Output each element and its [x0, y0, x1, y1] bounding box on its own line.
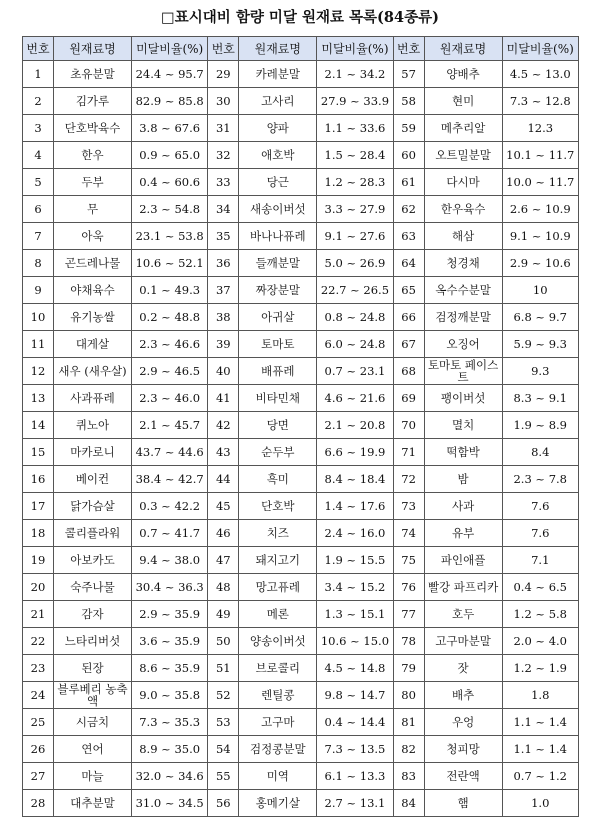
item-number: 35: [208, 223, 239, 250]
ingredient-name: 아귀살: [239, 304, 317, 331]
shortfall-ratio: 9.1 ~ 10.9: [502, 223, 578, 250]
shortfall-ratio: 0.7 ~ 41.7: [132, 520, 208, 547]
shortfall-ratio: 9.8 ~ 14.7: [317, 682, 393, 709]
shortfall-ratio: 12.3: [502, 115, 578, 142]
table-row: [23, 250, 579, 277]
ingredient-name: 비타민채: [239, 385, 317, 412]
ingredient-name: 돼지고기: [239, 547, 317, 574]
shortfall-ratio: 2.4 ~ 16.0: [317, 520, 393, 547]
table-row: [23, 790, 579, 817]
table-row: [23, 412, 579, 439]
item-number: 33: [208, 169, 239, 196]
item-number: 29: [208, 61, 239, 88]
shortfall-ratio: 0.1 ~ 49.3: [132, 277, 208, 304]
ingredient-name: 오트밀분말: [424, 142, 502, 169]
item-number: 18: [23, 520, 54, 547]
shortfall-ratio: 2.7 ~ 13.1: [317, 790, 393, 817]
ingredient-name: 한우: [54, 142, 132, 169]
shortfall-ratio: 7.1: [502, 547, 578, 574]
table-row: [23, 466, 579, 493]
shortfall-ratio: 0.3 ~ 42.2: [132, 493, 208, 520]
table-row: [23, 655, 579, 682]
table-row: [23, 736, 579, 763]
ingredient-name: 무: [54, 196, 132, 223]
header-ingredient-name: 원재료명: [54, 37, 132, 61]
ingredient-name: 메추리알: [424, 115, 502, 142]
header-number: 번호: [208, 37, 239, 61]
shortfall-ratio: 2.1 ~ 20.8: [317, 412, 393, 439]
item-number: 77: [393, 601, 424, 628]
shortfall-ratio: 2.3 ~ 54.8: [132, 196, 208, 223]
item-number: 68: [393, 358, 424, 385]
table-row: [23, 385, 579, 412]
shortfall-ratio: 10.1 ~ 11.7: [502, 142, 578, 169]
shortfall-ratio: 1.8: [502, 682, 578, 709]
shortfall-ratio: 4.6 ~ 21.6: [317, 385, 393, 412]
ingredient-name: 메론: [239, 601, 317, 628]
shortfall-ratio: 2.1 ~ 45.7: [132, 412, 208, 439]
ingredient-name: 오징어: [424, 331, 502, 358]
shortfall-ratio: 2.9 ~ 46.5: [132, 358, 208, 385]
item-number: 31: [208, 115, 239, 142]
item-number: 54: [208, 736, 239, 763]
shortfall-ratio: 0.4 ~ 14.4: [317, 709, 393, 736]
ingredient-name: 두부: [54, 169, 132, 196]
table-row: [23, 439, 579, 466]
ingredient-name: 토마토: [239, 331, 317, 358]
item-number: 41: [208, 385, 239, 412]
ingredient-name: 빨강 파프리카: [424, 574, 502, 601]
table-row: [23, 628, 579, 655]
table-row: [23, 304, 579, 331]
shortfall-ratio: 1.5 ~ 28.4: [317, 142, 393, 169]
ingredient-name: 시금치: [54, 709, 132, 736]
shortfall-ratio: 43.7 ~ 44.6: [132, 439, 208, 466]
shortfall-ratio: 4.5 ~ 13.0: [502, 61, 578, 88]
item-number: 49: [208, 601, 239, 628]
ingredient-name: 콜리플라워: [54, 520, 132, 547]
item-number: 67: [393, 331, 424, 358]
item-number: 73: [393, 493, 424, 520]
item-number: 70: [393, 412, 424, 439]
item-number: 34: [208, 196, 239, 223]
shortfall-ratio: 0.7 ~ 1.2: [502, 763, 578, 790]
ingredient-name: 단호박: [239, 493, 317, 520]
ingredient-name: 다시마: [424, 169, 502, 196]
ingredient-name: 배추: [424, 682, 502, 709]
table-row: [23, 493, 579, 520]
ingredient-name: 전란액: [424, 763, 502, 790]
shortfall-ratio: 6.1 ~ 13.3: [317, 763, 393, 790]
ingredient-name: 떡함박: [424, 439, 502, 466]
item-number: 50: [208, 628, 239, 655]
shortfall-ratio: 9.4 ~ 38.0: [132, 547, 208, 574]
item-number: 45: [208, 493, 239, 520]
item-number: 9: [23, 277, 54, 304]
shortfall-ratio: 7.3 ~ 35.3: [132, 709, 208, 736]
ingredient-name: 흑미: [239, 466, 317, 493]
table-body: [23, 61, 579, 817]
shortfall-ratio: 8.6 ~ 35.9: [132, 655, 208, 682]
item-number: 47: [208, 547, 239, 574]
ingredient-name: 아보카도: [54, 547, 132, 574]
item-number: 12: [23, 358, 54, 385]
item-number: 15: [23, 439, 54, 466]
shortfall-ratio: 3.6 ~ 35.9: [132, 628, 208, 655]
shortfall-ratio: 1.2 ~ 5.8: [502, 601, 578, 628]
item-number: 21: [23, 601, 54, 628]
item-number: 36: [208, 250, 239, 277]
shortfall-ratio: 0.9 ~ 65.0: [132, 142, 208, 169]
item-number: 83: [393, 763, 424, 790]
shortfall-ratio: 1.1 ~ 1.4: [502, 736, 578, 763]
item-number: 46: [208, 520, 239, 547]
ingredient-name: 짜장분말: [239, 277, 317, 304]
ingredient-name: 치즈: [239, 520, 317, 547]
item-number: 11: [23, 331, 54, 358]
item-number: 52: [208, 682, 239, 709]
item-number: 61: [393, 169, 424, 196]
table-row: [23, 520, 579, 547]
ingredient-name: 대추분말: [54, 790, 132, 817]
item-number: 38: [208, 304, 239, 331]
item-number: 80: [393, 682, 424, 709]
ingredient-name: 망고퓨레: [239, 574, 317, 601]
item-number: 79: [393, 655, 424, 682]
item-number: 59: [393, 115, 424, 142]
ingredient-name: 밤: [424, 466, 502, 493]
ingredient-name: 순두부: [239, 439, 317, 466]
item-number: 69: [393, 385, 424, 412]
shortfall-ratio: 3.3 ~ 27.9: [317, 196, 393, 223]
shortfall-ratio: 30.4 ~ 36.3: [132, 574, 208, 601]
ingredient-name: 양송이버섯: [239, 628, 317, 655]
item-number: 3: [23, 115, 54, 142]
item-number: 60: [393, 142, 424, 169]
shortfall-ratio: 10.6 ~ 15.0: [317, 628, 393, 655]
shortfall-ratio: 1.2 ~ 28.3: [317, 169, 393, 196]
item-number: 2: [23, 88, 54, 115]
shortfall-ratio: 6.0 ~ 24.8: [317, 331, 393, 358]
table-row: [23, 223, 579, 250]
shortfall-ratio: 10.6 ~ 52.1: [132, 250, 208, 277]
shortfall-ratio: 1.9 ~ 8.9: [502, 412, 578, 439]
item-number: 39: [208, 331, 239, 358]
table-row: [23, 601, 579, 628]
item-number: 56: [208, 790, 239, 817]
ingredient-name: 우엉: [424, 709, 502, 736]
ingredient-name: 미역: [239, 763, 317, 790]
shortfall-ratio: 0.4 ~ 6.5: [502, 574, 578, 601]
shortfall-ratio: 8.4: [502, 439, 578, 466]
header-ingredient-name: 원재료명: [424, 37, 502, 61]
ingredient-name: 당면: [239, 412, 317, 439]
ingredient-name: 느타리버섯: [54, 628, 132, 655]
ingredient-name: 새송이버섯: [239, 196, 317, 223]
ingredient-name: 한우육수: [424, 196, 502, 223]
item-number: 4: [23, 142, 54, 169]
item-number: 24: [23, 682, 54, 709]
item-number: 51: [208, 655, 239, 682]
shortfall-ratio: 4.5 ~ 14.8: [317, 655, 393, 682]
ingredient-name: 아욱: [54, 223, 132, 250]
table-row: [23, 196, 579, 223]
shortfall-ratio: 9.0 ~ 35.8: [132, 682, 208, 709]
shortfall-ratio: 7.6: [502, 493, 578, 520]
item-number: 30: [208, 88, 239, 115]
ingredient-name: 퀴노아: [54, 412, 132, 439]
page-title: □표시대비 함량 미달 원재료 목록(84종류): [161, 9, 439, 26]
shortfall-ratio: 5.9 ~ 9.3: [502, 331, 578, 358]
shortfall-ratio: 7.6: [502, 520, 578, 547]
ingredient-name: 검정콩분말: [239, 736, 317, 763]
shortfall-ratio: 6.6 ~ 19.9: [317, 439, 393, 466]
ingredient-name: 된장: [54, 655, 132, 682]
ingredient-name: 배퓨레: [239, 358, 317, 385]
item-number: 71: [393, 439, 424, 466]
shortfall-ratio: 2.6 ~ 10.9: [502, 196, 578, 223]
item-number: 42: [208, 412, 239, 439]
shortfall-ratio: 2.0 ~ 4.0: [502, 628, 578, 655]
ingredient-name: 들깨분말: [239, 250, 317, 277]
item-number: 25: [23, 709, 54, 736]
ingredient-name: 팽이버섯: [424, 385, 502, 412]
shortfall-ratio: 38.4 ~ 42.7: [132, 466, 208, 493]
item-number: 62: [393, 196, 424, 223]
ingredient-name: 검정깨분말: [424, 304, 502, 331]
ingredient-name: 당근: [239, 169, 317, 196]
shortfall-ratio: 27.9 ~ 33.9: [317, 88, 393, 115]
shortfall-ratio: 7.3 ~ 12.8: [502, 88, 578, 115]
item-number: 1: [23, 61, 54, 88]
ingredient-name: 잣: [424, 655, 502, 682]
ingredient-name: 초유분말: [54, 61, 132, 88]
ingredient-name: 청경채: [424, 250, 502, 277]
shortfall-ratio: 2.9 ~ 35.9: [132, 601, 208, 628]
shortfall-ratio: 6.8 ~ 9.7: [502, 304, 578, 331]
shortfall-ratio: 2.3 ~ 46.0: [132, 385, 208, 412]
ingredient-name: 파인애플: [424, 547, 502, 574]
ingredient-name: 사과퓨레: [54, 385, 132, 412]
shortfall-ratio: 8.3 ~ 9.1: [502, 385, 578, 412]
item-number: 43: [208, 439, 239, 466]
shortfall-ratio: 5.0 ~ 26.9: [317, 250, 393, 277]
ingredient-name: 바나나퓨레: [239, 223, 317, 250]
item-number: 78: [393, 628, 424, 655]
item-number: 19: [23, 547, 54, 574]
shortfall-ratio: 9.3: [502, 358, 578, 385]
ingredient-name: 단호박육수: [54, 115, 132, 142]
item-number: 7: [23, 223, 54, 250]
item-number: 82: [393, 736, 424, 763]
item-number: 37: [208, 277, 239, 304]
ingredient-name: 감자: [54, 601, 132, 628]
shortfall-ratio: 0.7 ~ 23.1: [317, 358, 393, 385]
ingredient-name: 고구마분말: [424, 628, 502, 655]
table-row: [23, 331, 579, 358]
ingredient-name: 김가루: [54, 88, 132, 115]
header-ingredient-name: 원재료명: [239, 37, 317, 61]
shortfall-ratio: 2.3 ~ 46.6: [132, 331, 208, 358]
item-number: 66: [393, 304, 424, 331]
shortfall-ratio: 1.1 ~ 1.4: [502, 709, 578, 736]
ingredient-name: 야채육수: [54, 277, 132, 304]
table-row: [23, 169, 579, 196]
ingredient-name: 해삼: [424, 223, 502, 250]
item-number: 81: [393, 709, 424, 736]
ingredient-name: 토마토 페이스트: [424, 358, 502, 385]
shortfall-ratio: 24.4 ~ 95.7: [132, 61, 208, 88]
shortfall-ratio: 2.1 ~ 34.2: [317, 61, 393, 88]
shortfall-ratio: 32.0 ~ 34.6: [132, 763, 208, 790]
ingredient-name: 곤드레나물: [54, 250, 132, 277]
item-number: 23: [23, 655, 54, 682]
ingredient-name: 양파: [239, 115, 317, 142]
ingredient-name: 마늘: [54, 763, 132, 790]
table-row: [23, 142, 579, 169]
item-number: 28: [23, 790, 54, 817]
table-row: [23, 682, 579, 709]
header-shortfall-ratio: 미달비율(%): [317, 37, 393, 61]
shortfall-ratio: 2.3 ~ 7.8: [502, 466, 578, 493]
header-number: 번호: [393, 37, 424, 61]
ingredient-name: 청피망: [424, 736, 502, 763]
ingredient-name: 연어: [54, 736, 132, 763]
table-row: [23, 763, 579, 790]
ingredient-name: 새우 (새우살): [54, 358, 132, 385]
item-number: 17: [23, 493, 54, 520]
item-number: 6: [23, 196, 54, 223]
ingredient-name: 유부: [424, 520, 502, 547]
item-number: 5: [23, 169, 54, 196]
ingredient-name: 블루베리 농축액: [54, 682, 132, 709]
item-number: 14: [23, 412, 54, 439]
header-shortfall-ratio: 미달비율(%): [502, 37, 578, 61]
ingredient-name: 사과: [424, 493, 502, 520]
ingredient-name: 렌틸콩: [239, 682, 317, 709]
shortfall-ratio: 2.9 ~ 10.6: [502, 250, 578, 277]
shortfall-ratio: 1.4 ~ 17.6: [317, 493, 393, 520]
shortfall-ratio: 10.0 ~ 11.7: [502, 169, 578, 196]
item-number: 84: [393, 790, 424, 817]
table-row: [23, 88, 579, 115]
item-number: 27: [23, 763, 54, 790]
ingredient-table: [22, 36, 579, 817]
ingredient-name: 고구마: [239, 709, 317, 736]
item-number: 40: [208, 358, 239, 385]
item-number: 8: [23, 250, 54, 277]
ingredient-name: 고사리: [239, 88, 317, 115]
shortfall-ratio: 8.9 ~ 35.0: [132, 736, 208, 763]
shortfall-ratio: 1.3 ~ 15.1: [317, 601, 393, 628]
ingredient-name: 대게살: [54, 331, 132, 358]
ingredient-name: 유기농쌀: [54, 304, 132, 331]
ingredient-name: 베이컨: [54, 466, 132, 493]
item-number: 53: [208, 709, 239, 736]
ingredient-name: 애호박: [239, 142, 317, 169]
table-header-row: [23, 37, 579, 61]
shortfall-ratio: 82.9 ~ 85.8: [132, 88, 208, 115]
table-row: [23, 547, 579, 574]
shortfall-ratio: 1.9 ~ 15.5: [317, 547, 393, 574]
ingredient-name: 닭가슴살: [54, 493, 132, 520]
table-row: [23, 277, 579, 304]
item-number: 26: [23, 736, 54, 763]
shortfall-ratio: 3.8 ~ 67.6: [132, 115, 208, 142]
item-number: 63: [393, 223, 424, 250]
item-number: 13: [23, 385, 54, 412]
shortfall-ratio: 0.4 ~ 60.6: [132, 169, 208, 196]
item-number: 58: [393, 88, 424, 115]
item-number: 16: [23, 466, 54, 493]
ingredient-name: 브로콜리: [239, 655, 317, 682]
ingredient-name: 멸치: [424, 412, 502, 439]
item-number: 48: [208, 574, 239, 601]
shortfall-ratio: 31.0 ~ 34.5: [132, 790, 208, 817]
ingredient-name: 마카로니: [54, 439, 132, 466]
shortfall-ratio: 0.8 ~ 24.8: [317, 304, 393, 331]
ingredient-name: 양배추: [424, 61, 502, 88]
shortfall-ratio: 1.2 ~ 1.9: [502, 655, 578, 682]
shortfall-ratio: 1.0: [502, 790, 578, 817]
item-number: 10: [23, 304, 54, 331]
shortfall-ratio: 7.3 ~ 13.5: [317, 736, 393, 763]
shortfall-ratio: 1.1 ~ 33.6: [317, 115, 393, 142]
header-number: 번호: [23, 37, 54, 61]
item-number: 20: [23, 574, 54, 601]
item-number: 76: [393, 574, 424, 601]
item-number: 72: [393, 466, 424, 493]
table-row: [23, 115, 579, 142]
ingredient-name: 숙주나물: [54, 574, 132, 601]
table-row: [23, 574, 579, 601]
item-number: 74: [393, 520, 424, 547]
ingredient-name: 카레분말: [239, 61, 317, 88]
ingredient-name: 호두: [424, 601, 502, 628]
shortfall-ratio: 10: [502, 277, 578, 304]
item-number: 57: [393, 61, 424, 88]
ingredient-name: 햄: [424, 790, 502, 817]
shortfall-ratio: 22.7 ~ 26.5: [317, 277, 393, 304]
table-row: [23, 358, 579, 385]
header-shortfall-ratio: 미달비율(%): [132, 37, 208, 61]
table-row: [23, 61, 579, 88]
item-number: 64: [393, 250, 424, 277]
ingredient-name: 홍메기살: [239, 790, 317, 817]
shortfall-ratio: 3.4 ~ 15.2: [317, 574, 393, 601]
shortfall-ratio: 0.2 ~ 48.8: [132, 304, 208, 331]
table-row: [23, 709, 579, 736]
item-number: 65: [393, 277, 424, 304]
shortfall-ratio: 23.1 ~ 53.8: [132, 223, 208, 250]
item-number: 75: [393, 547, 424, 574]
ingredient-name: 옥수수분말: [424, 277, 502, 304]
item-number: 32: [208, 142, 239, 169]
shortfall-ratio: 9.1 ~ 27.6: [317, 223, 393, 250]
ingredient-name: 현미: [424, 88, 502, 115]
item-number: 22: [23, 628, 54, 655]
item-number: 44: [208, 466, 239, 493]
item-number: 55: [208, 763, 239, 790]
shortfall-ratio: 8.4 ~ 18.4: [317, 466, 393, 493]
